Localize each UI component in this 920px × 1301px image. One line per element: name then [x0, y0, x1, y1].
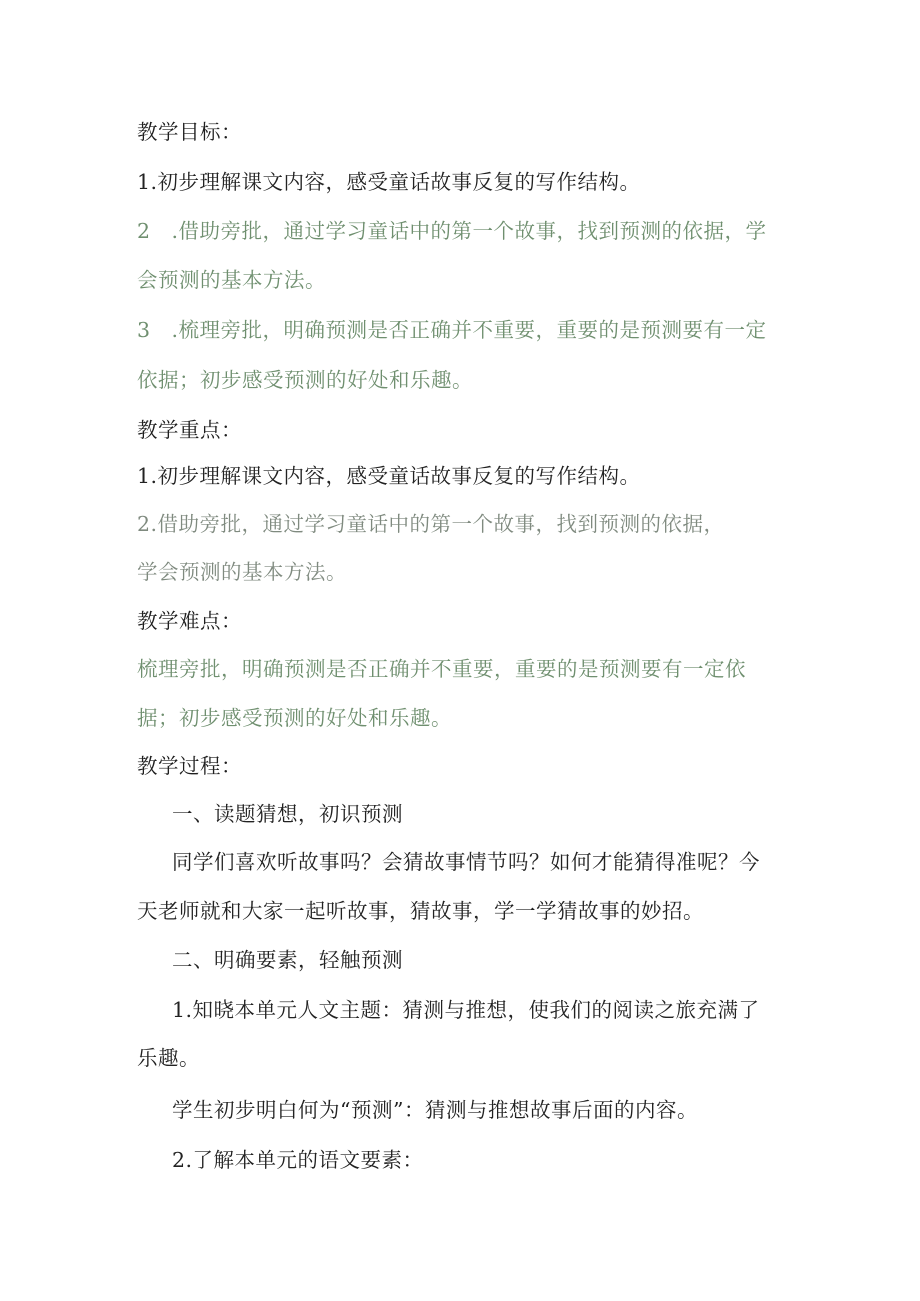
goals-item-3-line-2: 依据；初步感受预测的好处和乐趣。: [137, 368, 473, 392]
goals-item-2-line-2: 会预测的基本方法。: [137, 268, 326, 292]
goals-heading: 教学目标：: [137, 120, 242, 144]
goals-item-1: 1.初步理解课文内容，感受童话故事反复的写作结构。: [137, 170, 641, 194]
process-heading: 教学过程：: [137, 754, 242, 778]
focus-heading: 教学重点：: [137, 418, 242, 442]
difficulty-line-2: 据；初步感受预测的好处和乐趣。: [137, 706, 452, 730]
process-section-2-item-1-line-1: 1.知晓本单元人文主题：猜测与推想，使我们的阅读之旅充满了: [172, 998, 760, 1022]
difficulty-heading: 教学难点：: [137, 609, 242, 633]
focus-item-1: 1.初步理解课文内容，感受童话故事反复的写作结构。: [137, 464, 641, 488]
process-section-2-item-1-line-2: 乐趣。: [137, 1046, 200, 1070]
goals-item-2-line-1: 2 .借助旁批，通过学习童话中的第一个故事，找到预测的依据，学: [137, 219, 767, 243]
process-section-2-paragraph: 学生初步明白何为“预测”：猜测与推想故事后面的内容。: [172, 1098, 698, 1122]
focus-item-2-line-2: 学会预测的基本方法。: [137, 560, 347, 584]
process-section-1-paragraph-line-1: 同学们喜欢听故事吗？会猜故事情节吗？如何才能猜得准呢？今: [172, 850, 760, 874]
process-section-1-title: 一、读题猜想，初识预测: [172, 802, 403, 826]
difficulty-line-1: 梳理旁批，明确预测是否正确并不重要，重要的是预测要有一定依: [137, 657, 746, 681]
goals-item-3-line-1: 3 .梳理旁批，明确预测是否正确并不重要，重要的是预测要有一定: [137, 318, 767, 342]
process-section-2-item-2: 2.了解本单元的语文要素：: [172, 1148, 424, 1172]
focus-item-2-line-1: 2.借助旁批，通过学习童话中的第一个故事，找到预测的依据，: [137, 512, 725, 536]
process-section-2-title: 二、明确要素，轻触预测: [172, 948, 403, 972]
process-section-1-paragraph-line-2: 天老师就和大家一起听故事，猜故事，学一学猜故事的妙招。: [137, 899, 704, 923]
